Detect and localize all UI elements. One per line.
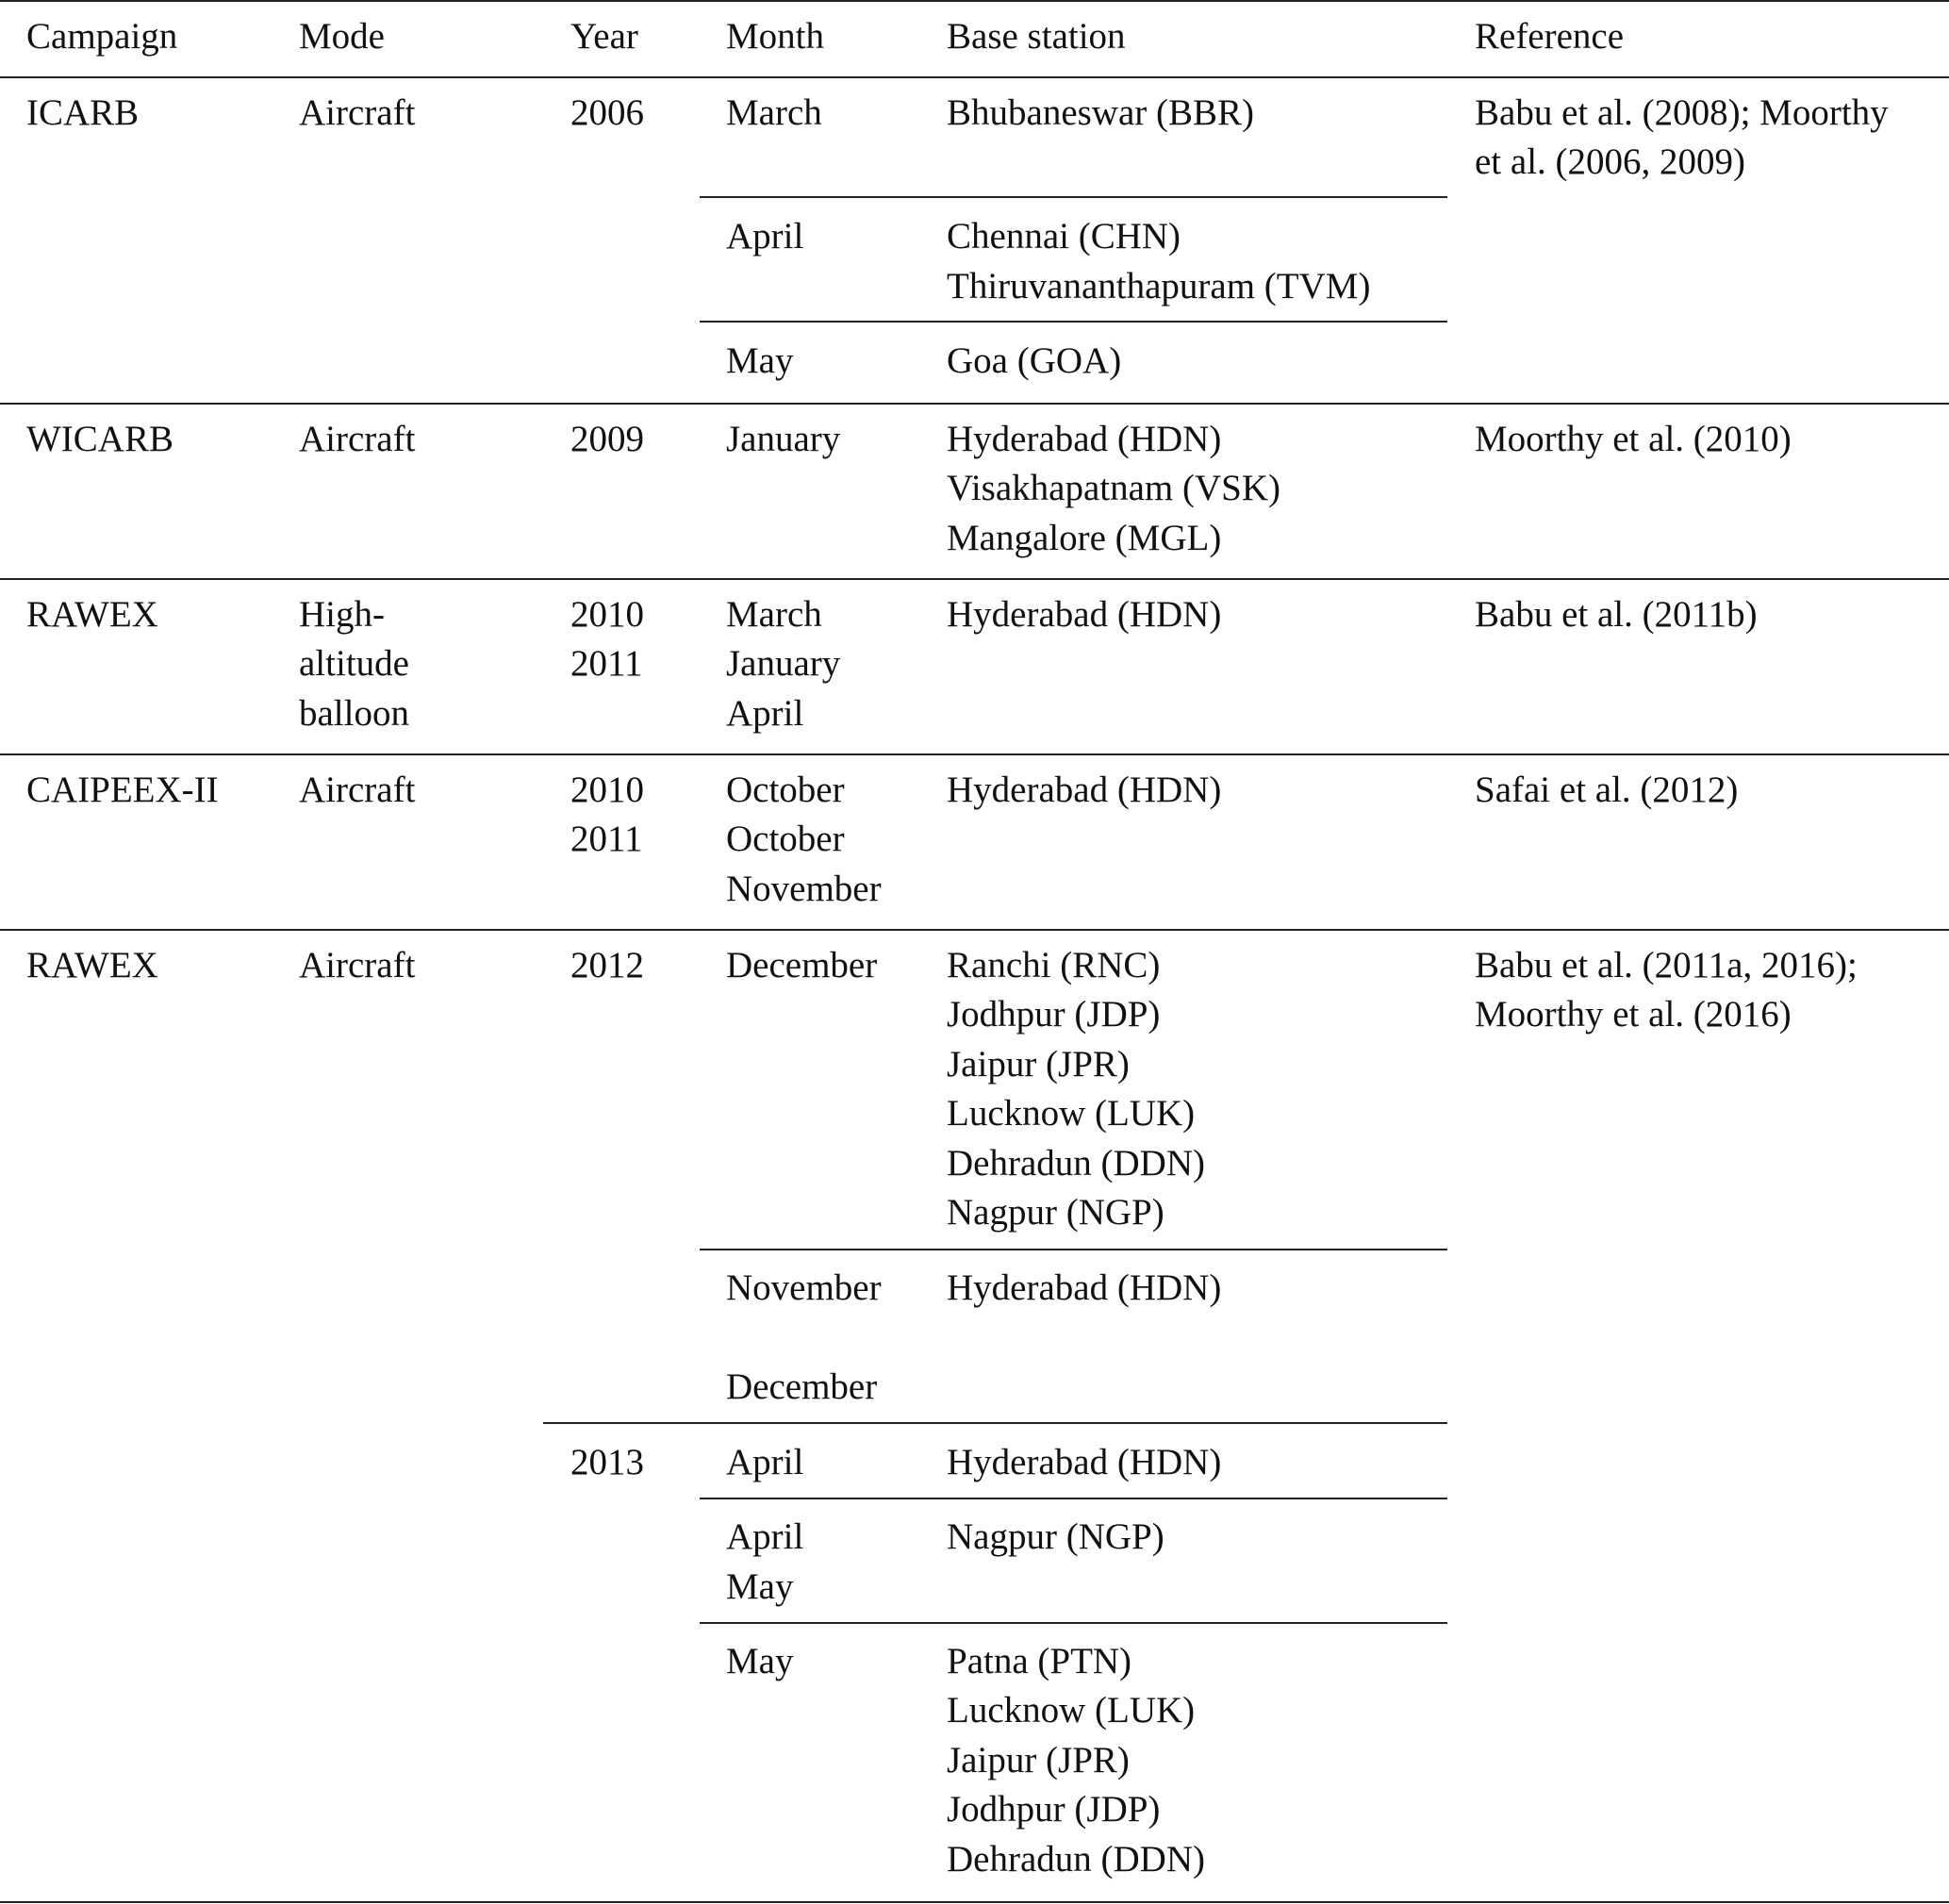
month-cell: October bbox=[726, 770, 845, 810]
reference-cell: et al. (2006, 2009) bbox=[1475, 141, 1746, 182]
reference-cell: Safai et al. (2012) bbox=[1475, 770, 1739, 810]
year-cell: 2011 bbox=[570, 643, 643, 684]
campaign-cell: RAWEX bbox=[26, 594, 158, 635]
station-cell: Mangalore (MGL) bbox=[947, 518, 1222, 558]
header-base-station: Base station bbox=[947, 16, 1126, 57]
station-cell: Lucknow (LUK) bbox=[947, 1690, 1196, 1730]
rawex-sub-rule-3 bbox=[700, 1622, 1447, 1624]
reference-cell: Babu et al. (2011b) bbox=[1475, 594, 1758, 635]
header-bottom-rule bbox=[0, 76, 1949, 78]
mode-cell: balloon bbox=[299, 693, 409, 734]
year-cell: 2009 bbox=[570, 419, 644, 459]
header-campaign: Campaign bbox=[26, 16, 178, 57]
month-cell: January bbox=[726, 643, 841, 684]
mode-cell: Aircraft bbox=[299, 92, 416, 133]
month-cell: October bbox=[726, 819, 845, 859]
campaign-cell: ICARB bbox=[26, 92, 140, 133]
year-cell: 2012 bbox=[570, 945, 644, 985]
year-cell: 2006 bbox=[570, 92, 644, 133]
station-cell: Hyderabad (HDN) bbox=[947, 594, 1222, 635]
year-cell: 2011 bbox=[570, 819, 643, 859]
station-cell: Hyderabad (HDN) bbox=[947, 770, 1222, 810]
campaign-cell: RAWEX bbox=[26, 945, 158, 985]
station-cell: Jaipur (JPR) bbox=[947, 1740, 1130, 1780]
icarb-bottom-rule bbox=[0, 403, 1949, 405]
reference-cell: Moorthy et al. (2016) bbox=[1475, 994, 1792, 1035]
station-cell: Chennai (CHN) bbox=[947, 216, 1181, 257]
header-month: Month bbox=[726, 16, 825, 57]
month-cell: December bbox=[726, 945, 878, 985]
rawex-sub-rule-2 bbox=[700, 1498, 1447, 1499]
campaign-cell: CAIPEEX-II bbox=[26, 770, 219, 810]
station-cell: Jaipur (JPR) bbox=[947, 1044, 1130, 1084]
table-top-rule bbox=[0, 0, 1949, 2]
month-cell: April bbox=[726, 1516, 804, 1557]
campaign-cell: WICARB bbox=[26, 419, 173, 459]
mode-cell: High- bbox=[299, 594, 385, 635]
month-cell: April bbox=[726, 1442, 804, 1482]
station-cell: Thiruvananthapuram (TVM) bbox=[947, 266, 1371, 306]
month-cell: November bbox=[726, 1267, 882, 1308]
station-cell: Bhubaneswar (BBR) bbox=[947, 92, 1255, 133]
station-cell: Jodhpur (JDP) bbox=[947, 1789, 1161, 1829]
month-cell: April bbox=[726, 693, 804, 734]
year-cell: 2010 bbox=[570, 594, 644, 635]
station-cell: Ranchi (RNC) bbox=[947, 945, 1161, 985]
rawex-balloon-bottom-rule bbox=[0, 753, 1949, 755]
icarb-sub-rule-2 bbox=[700, 321, 1447, 323]
month-cell: March bbox=[726, 594, 822, 635]
station-cell: Dehradun (DDN) bbox=[947, 1143, 1205, 1184]
caipeex-bottom-rule bbox=[0, 929, 1949, 931]
station-cell: Visakhapatnam (VSK) bbox=[947, 468, 1280, 508]
station-cell: Goa (GOA) bbox=[947, 340, 1122, 381]
header-reference: Reference bbox=[1475, 16, 1625, 57]
year-cell: 2013 bbox=[570, 1442, 644, 1482]
month-cell: May bbox=[726, 1641, 794, 1681]
month-cell: November bbox=[726, 869, 882, 909]
station-cell: Hyderabad (HDN) bbox=[947, 1267, 1222, 1308]
mode-cell: altitude bbox=[299, 643, 409, 684]
station-cell: Jodhpur (JDP) bbox=[947, 994, 1161, 1035]
icarb-sub-rule-1 bbox=[700, 196, 1447, 198]
reference-cell: Babu et al. (2008); Moorthy bbox=[1475, 92, 1889, 133]
station-cell: Hyderabad (HDN) bbox=[947, 419, 1222, 459]
month-cell: May bbox=[726, 340, 794, 381]
reference-cell: Babu et al. (2011a, 2016); bbox=[1475, 945, 1858, 985]
month-cell: March bbox=[726, 92, 822, 133]
rawex-year-rule bbox=[543, 1422, 1447, 1424]
month-cell: April bbox=[726, 216, 804, 257]
station-cell: Nagpur (NGP) bbox=[947, 1192, 1164, 1233]
station-cell: Hyderabad (HDN) bbox=[947, 1442, 1222, 1482]
header-mode: Mode bbox=[299, 16, 385, 57]
wicarb-bottom-rule bbox=[0, 578, 1949, 580]
rawex-sub-rule-1 bbox=[700, 1249, 1447, 1250]
station-cell: Patna (PTN) bbox=[947, 1641, 1132, 1681]
mode-cell: Aircraft bbox=[299, 419, 416, 459]
reference-cell: Moorthy et al. (2010) bbox=[1475, 419, 1792, 459]
table-bottom-rule bbox=[0, 1901, 1949, 1903]
month-cell: December bbox=[726, 1366, 878, 1407]
month-cell: January bbox=[726, 419, 841, 459]
mode-cell: Aircraft bbox=[299, 945, 416, 985]
station-cell: Lucknow (LUK) bbox=[947, 1093, 1196, 1134]
station-cell: Dehradun (DDN) bbox=[947, 1839, 1205, 1879]
station-cell: Nagpur (NGP) bbox=[947, 1516, 1164, 1557]
mode-cell: Aircraft bbox=[299, 770, 416, 810]
month-cell: May bbox=[726, 1566, 794, 1607]
header-year: Year bbox=[570, 16, 638, 57]
year-cell: 2010 bbox=[570, 770, 644, 810]
